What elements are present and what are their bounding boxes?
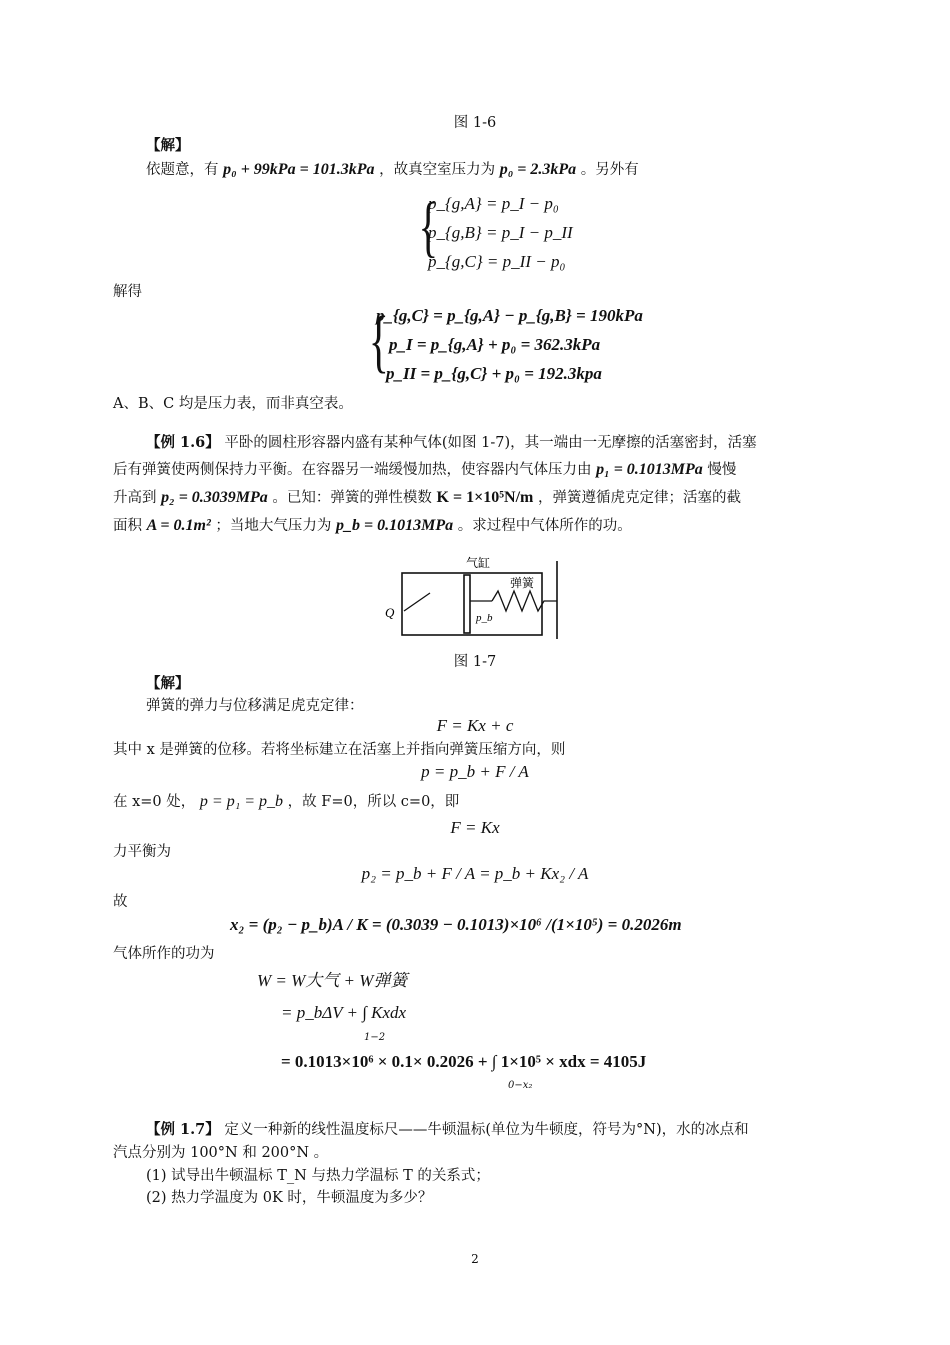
work-line-3: = 0.1013×10⁶ × 0.1× 0.2026 + ∫ 1×10⁵ × xdx = 4105J — [281, 1052, 647, 1071]
work-line-1: W = W大气 + W弹簧 — [257, 971, 408, 990]
cylinder-spring-figure — [382, 553, 572, 643]
system2-line: p_I = p_{g,A} + p₀ = 362.3kPa — [389, 335, 601, 354]
system1-line: p_{g,A} = p_I − p₀ — [428, 194, 559, 213]
example-1-7-line1: 【例 1.7】 定义一种新的线性温度标尺——牛顿温标(单位为牛顿度，符号为°N)，水的冰点和 — [146, 1121, 749, 1138]
equation: x₂ = (p₂ − p_b)A / K = (0.3039 − 0.1013)×10⁶ /(1×10⁵) = 0.2026m — [230, 915, 682, 934]
question-2: (2) 热力学温度为 0K 时，牛顿温度为多少？ — [146, 1190, 433, 1206]
conclusion: A、B、C 均是压力表，而非真空表。 — [113, 396, 353, 412]
example-label: 【例 1.6】 — [146, 434, 220, 451]
work-line-2: = p_bΔV + ∫ Kxdx — [281, 1003, 407, 1022]
example-1-6-line4: 面积 A = 0.1m² ；当地大气压力为 p_b = 0.1013MPa 。求过程中气体所作的功。 — [113, 517, 632, 534]
equation: p₀ + 99kPa = 101.3kPa — [223, 161, 375, 178]
text-line: 故 — [113, 894, 128, 910]
solution-heading: 【解】 — [146, 137, 190, 154]
text-line: 力平衡为 — [113, 844, 171, 860]
example-label: 【例 1.7】 — [146, 1121, 220, 1138]
piston — [464, 575, 470, 633]
question-1: (1) 试导出牛顿温标 T_N 与热力学温标 T 的关系式； — [146, 1168, 490, 1184]
text-line: 弹簧的弹力与位移满足虎克定律： — [146, 698, 364, 714]
equation: p₀ = 2.3kPa — [499, 161, 577, 178]
example-1-7-line2: 汽点分别为 100°N 和 200°N 。 — [113, 1145, 329, 1161]
heat-arrow — [404, 593, 430, 611]
brace: { — [368, 303, 389, 380]
system1-line: p_{g,C} = p_II − p₀ — [428, 252, 566, 271]
text-line: 气体所作的功为 — [113, 946, 215, 962]
integral-limit: 1−2 — [364, 1032, 386, 1043]
solve-label: 解得 — [113, 284, 142, 300]
text-line: 其中 x 是弹簧的位移。若将坐标建立在活塞上并指向弹簧压缩方向，则 — [113, 742, 566, 758]
brace: { — [418, 188, 439, 264]
solution-intro: 依题意，有 p₀ + 99kPa = 101.3kPa ，故真空室压力为 p₀ = 2.3kPa 。另外有 — [146, 161, 639, 178]
text-line: 在 x=0 处， p = p₁ = p_b ，故 F=0，所以 c=0，即 — [113, 793, 460, 810]
figure-caption-1-6: 图 1-6 — [453, 115, 497, 131]
label-pb: p_b — [476, 612, 493, 624]
equation: F = Kx + c — [436, 716, 514, 735]
figure-caption-1-7: 图 1-7 — [453, 654, 497, 670]
equation: F = Kx — [450, 818, 500, 837]
equation: p₂ = p_b + F / A = p_b + Kx₂ / A — [361, 864, 589, 883]
example-1-6-line1: 【例 1.6】 平卧的圆柱形容器内盛有某种气体(如图 1-7)，其一端由一无摩擦的活塞密封，活塞 — [146, 434, 757, 451]
integral-limit: 0−x₂ — [508, 1080, 533, 1091]
spring — [492, 591, 557, 611]
equation: p = p_b + F / A — [421, 762, 529, 781]
label-cylinder: 气缸 — [466, 556, 491, 570]
example-1-6-line2: 后有弹簧使两侧保持力平衡。在容器另一端缓慢加热，使容器内气体压力由 p₁ = 0.1013MPa 慢慢 — [113, 461, 737, 478]
system2-line: p_{g,C} = p_{g,A} − p_{g,B} = 190kPa — [376, 306, 643, 325]
page-number: 2 — [471, 1252, 479, 1266]
example-1-6-line3: 升高到 p₂ = 0.3039MPa 。已知：弹簧的弹性模数 K = 1×10⁵N/m ，弹簧遵循虎克定律；活塞的截 — [113, 489, 741, 506]
system2-line: p_II = p_{g,C} + p₀ = 192.3kpa — [386, 364, 602, 383]
label-Q: Q — [385, 605, 395, 620]
system1-line: p_{g,B} = p_I − p_II — [428, 223, 573, 242]
label-spring: 弹簧 — [510, 576, 535, 590]
solution-heading: 【解】 — [146, 675, 190, 692]
